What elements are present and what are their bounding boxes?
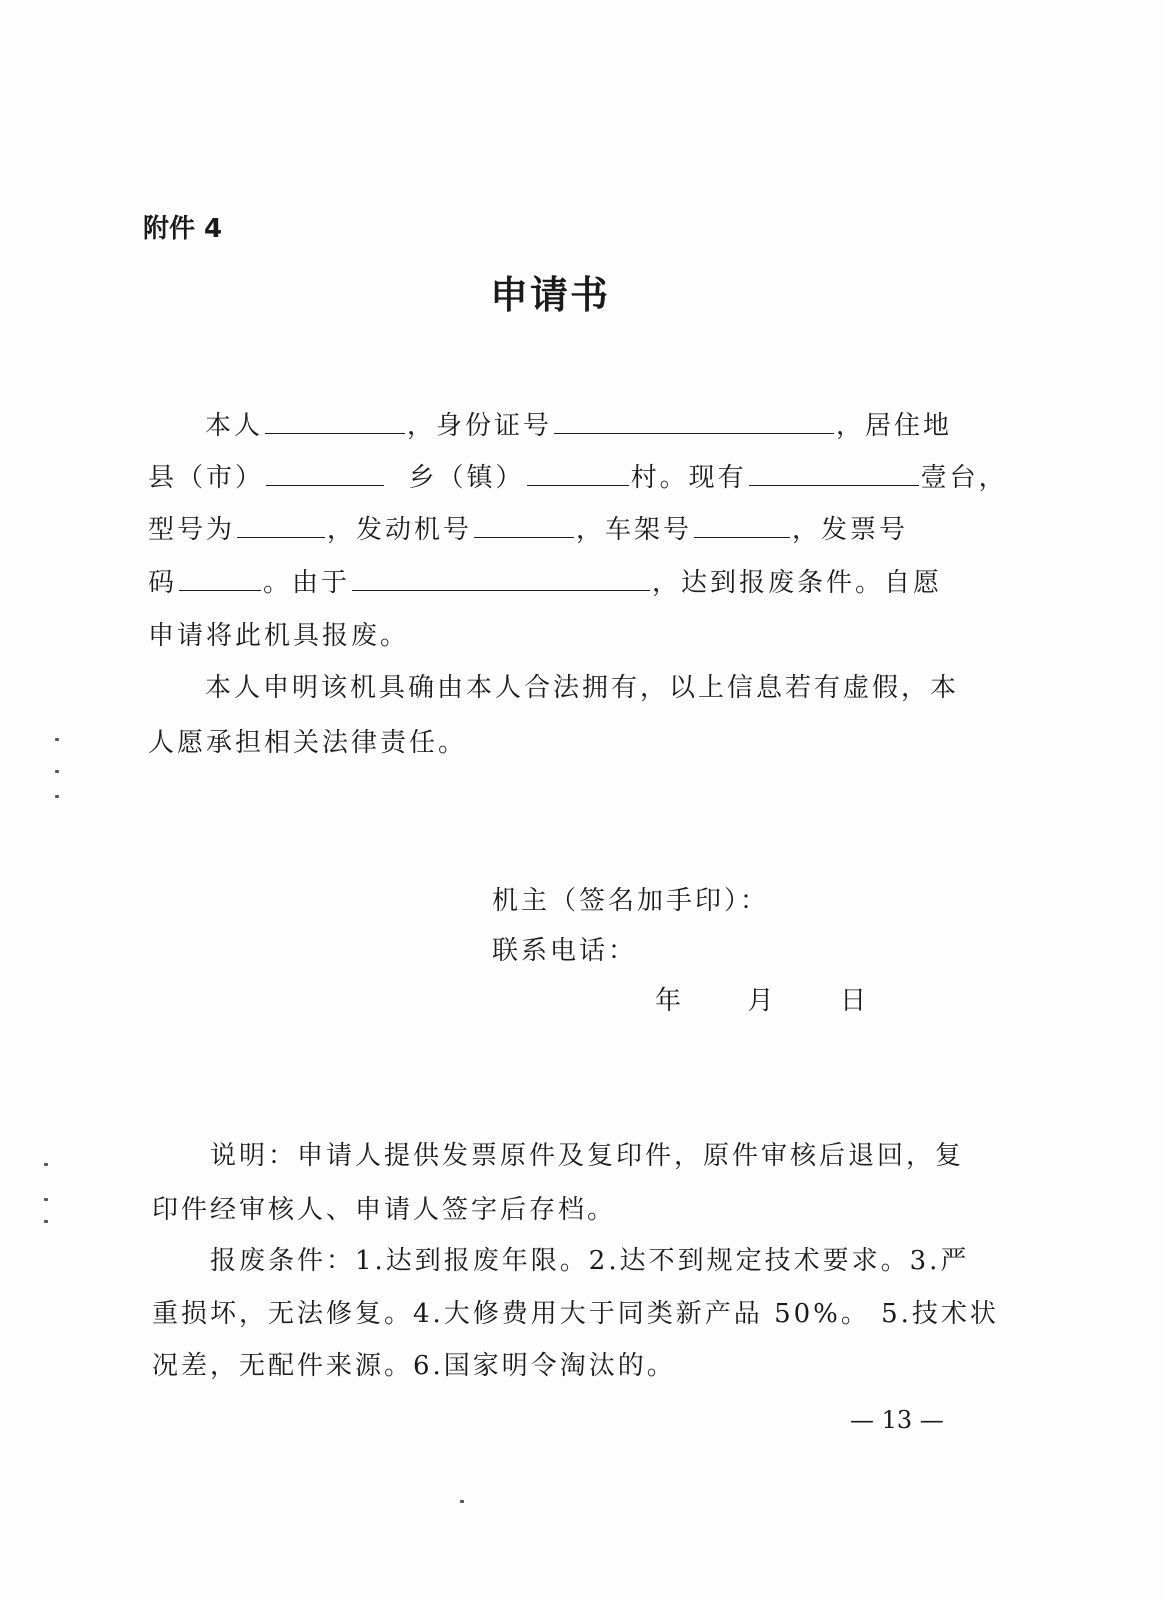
page-number: — 13 — bbox=[850, 1406, 944, 1434]
text-county: 县（市） bbox=[148, 463, 265, 493]
text-frame-number: ，车架号 bbox=[576, 515, 693, 545]
date-line bbox=[655, 980, 866, 1017]
text-residence: ，居住地 bbox=[836, 411, 953, 441]
body-line-7: 人愿承担相关法律责任。 bbox=[148, 728, 468, 758]
text-engine-number: ，发动机号 bbox=[327, 515, 473, 545]
scan-mark bbox=[460, 1500, 464, 1503]
body-line-5: 申请将此机具报废。 bbox=[148, 621, 410, 651]
note-line-5: 况差，无配件来源。6.国家明令淘汰的。 bbox=[152, 1351, 676, 1381]
note-line-2: 印件经审核人、申请人签字后存档。 bbox=[152, 1195, 617, 1225]
scan-mark bbox=[55, 738, 59, 741]
machine-blank[interactable] bbox=[749, 463, 919, 486]
body-line-3 bbox=[148, 514, 908, 546]
text-applicant: 本人 bbox=[205, 411, 264, 441]
id-number-blank[interactable] bbox=[554, 411, 834, 434]
reason-blank[interactable] bbox=[352, 568, 650, 591]
engine-number-blank[interactable] bbox=[474, 515, 574, 538]
note-line-3: 报废条件：1.达到报废年限。2.达不到规定技术要求。3.严 bbox=[210, 1246, 970, 1276]
body-line-6: 本人申明该机具确由本人合法拥有，以上信息若有虚假，本 bbox=[205, 673, 960, 703]
text-due-to: 。由于 bbox=[263, 568, 351, 598]
body-line-4 bbox=[148, 567, 942, 599]
text-invoice-number: ，发票号 bbox=[792, 515, 909, 545]
owner-signature-label: 机主（签名加手印）： bbox=[492, 886, 770, 916]
text-village: 村。现有 bbox=[630, 463, 747, 493]
note-line-1: 说明：申请人提供发票原件及复印件，原件审核后退回，复 bbox=[210, 1141, 965, 1171]
text-model: 型号为 bbox=[148, 515, 236, 545]
scan-mark bbox=[55, 795, 59, 798]
invoice-code-blank[interactable] bbox=[179, 568, 261, 591]
day-label: 日 bbox=[840, 986, 867, 1016]
text-id-number: ，身份证号 bbox=[407, 411, 553, 441]
text-scrap-condition: ，达到报废条件。自愿 bbox=[652, 568, 943, 598]
text-township: 乡（镇） bbox=[408, 463, 525, 493]
document-title: 申请书 bbox=[489, 273, 610, 317]
scan-mark bbox=[55, 770, 59, 773]
township-blank[interactable] bbox=[527, 463, 629, 486]
scan-mark bbox=[44, 1220, 48, 1223]
text-one-unit: 壹台， bbox=[920, 463, 1008, 493]
text-code: 码 bbox=[148, 568, 178, 598]
scan-mark bbox=[44, 1198, 48, 1201]
body-line-2 bbox=[148, 462, 1008, 494]
model-blank[interactable] bbox=[237, 515, 325, 538]
name-blank[interactable] bbox=[265, 411, 405, 434]
county-blank[interactable] bbox=[266, 463, 384, 486]
body-line-1 bbox=[205, 410, 952, 442]
note-line-4: 重损坏，无法修复。4.大修费用大于同类新产品 50%。 5.技术状 bbox=[152, 1299, 999, 1329]
contact-phone-label: 联系电话： bbox=[492, 936, 638, 966]
scan-mark bbox=[44, 1163, 48, 1166]
annex-label: 附件 4 bbox=[143, 214, 223, 244]
frame-number-blank[interactable] bbox=[694, 515, 790, 538]
year-label: 年 bbox=[655, 986, 682, 1016]
month-label: 月 bbox=[747, 986, 774, 1016]
